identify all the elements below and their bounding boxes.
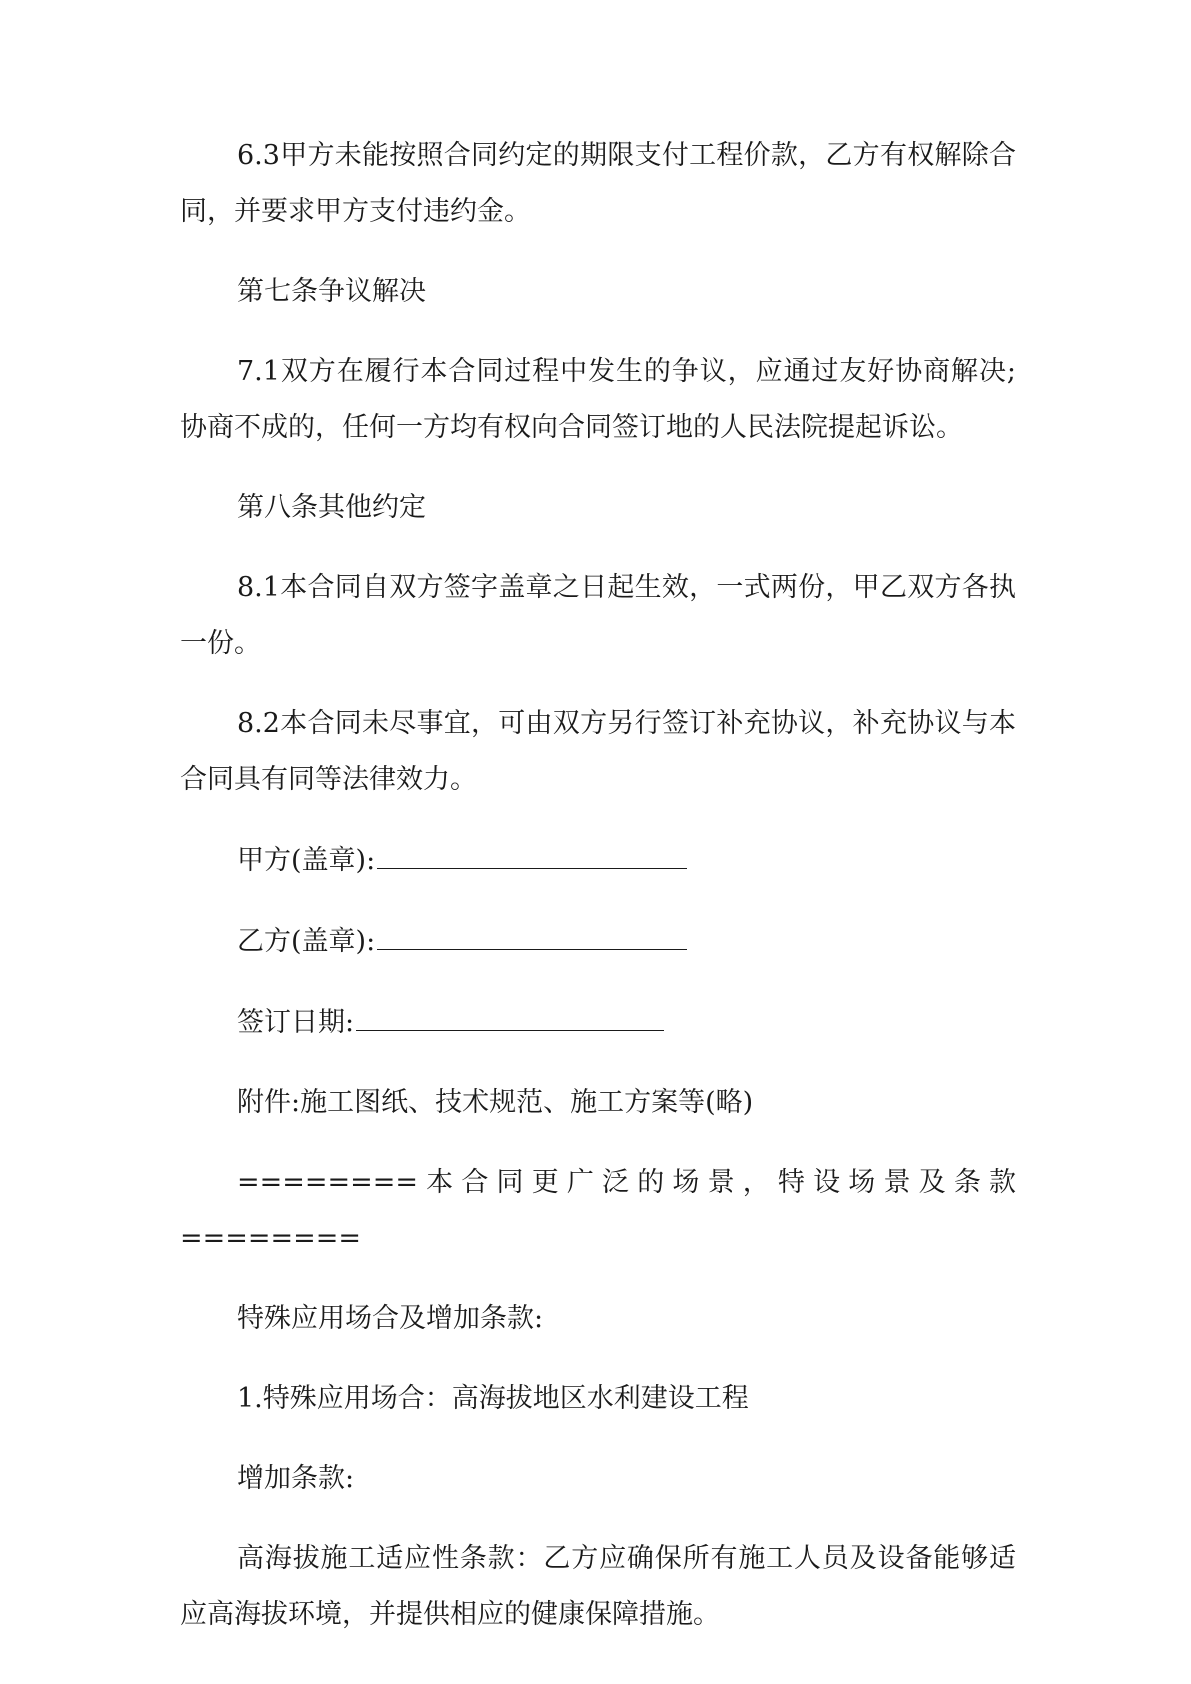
party-b-signature-row [180,913,1016,970]
section-divider: ========本合同更广泛的场景，特设场景及条款======== [180,1167,1016,1254]
clause-8-2: 8.2本合同未尽事宜，可由双方另行签订补充协议，补充协议与本合同具有同等法律效力。 [180,708,1016,795]
party-a-signature-row [180,832,1016,889]
party-b-signature-line[interactable] [377,913,687,950]
high-altitude-clause: 高海拔施工适应性条款：乙方应确保所有施工人员及设备能够适应高海拔环境，并提供相应的健康保障措施。 [180,1543,1016,1630]
article-8-title: 第八条其他约定 [237,492,426,523]
clause-7-1: 7.1双方在履行本合同过程中发生的争议，应通过友好协商解决;协商不成的，任何一方均有权向合同签订地的人民法院提起诉讼。 [180,356,1016,443]
sign-date-line[interactable] [356,994,664,1031]
party-b-label: 乙方(盖章): [237,926,376,957]
attachments-note: 附件:施工图纸、技术规范、施工方案等(略) [237,1087,754,1118]
sign-date-label: 签订日期: [237,1007,355,1038]
party-a-signature-line[interactable] [377,832,687,869]
sign-date-row [180,994,1016,1051]
article-7-title: 第七条争议解决 [237,276,426,307]
party-a-label: 甲方(盖章): [237,845,376,876]
special-scenario: 1.特殊应用场合：高海拔地区水利建设工程 [237,1383,749,1414]
clause-8-1: 8.1本合同自双方签字盖章之日起生效，一式两份，甲乙双方各执一份。 [180,572,1016,659]
clause-6-3: 6.3甲方未能按照合同约定的期限支付工程价款，乙方有权解除合同，并要求甲方支付违约金。 [180,140,1016,227]
added-clauses-label: 增加条款: [237,1463,355,1494]
special-heading: 特殊应用场合及增加条款: [237,1303,544,1334]
document-body [180,128,1016,1667]
